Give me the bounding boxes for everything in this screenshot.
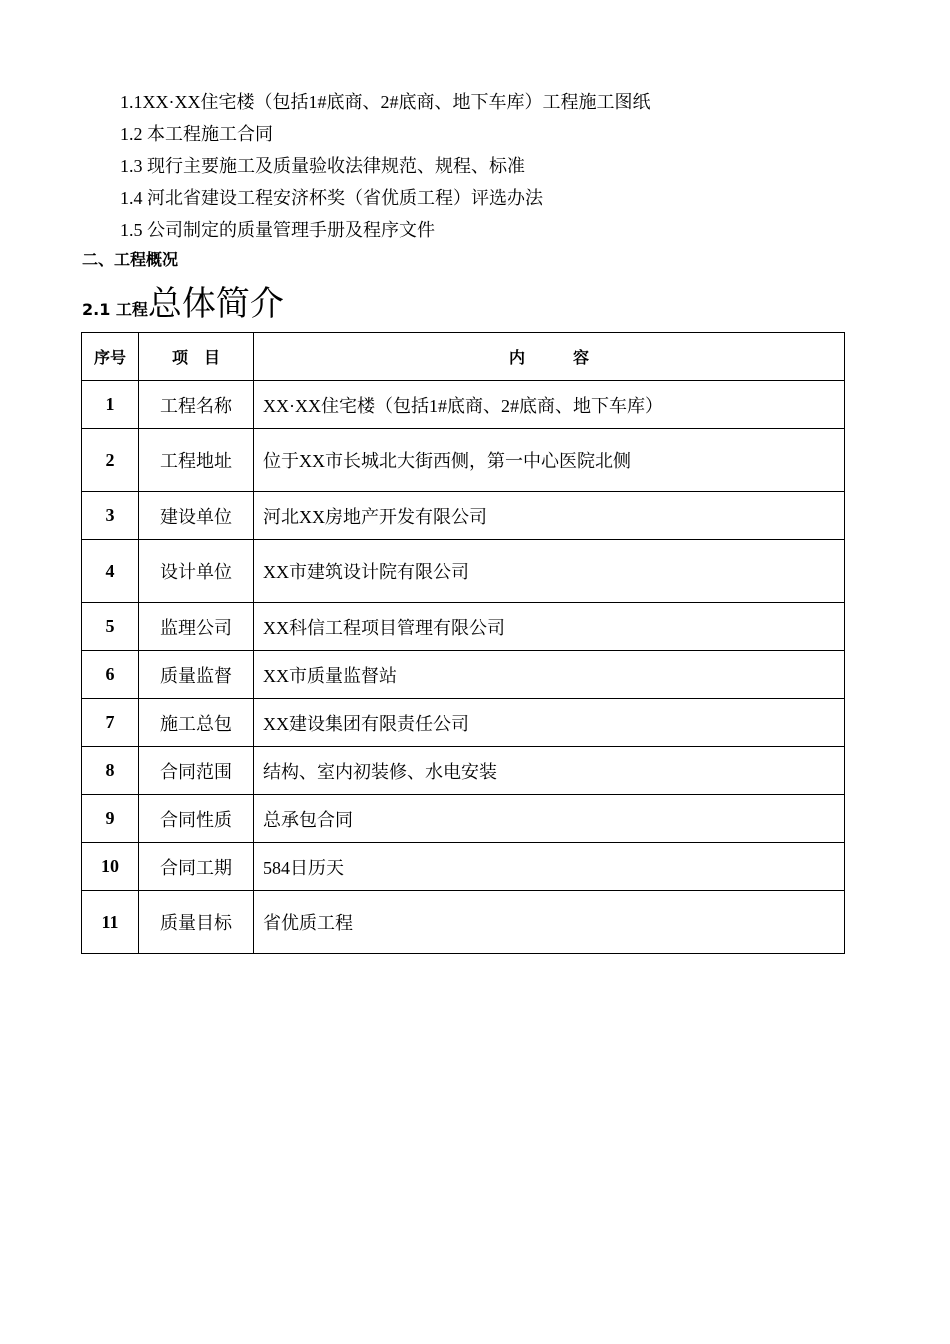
row-content: 总承包合同 [254,795,845,843]
basis-item: 1.4 河北省建设工程安济杯奖（省优质工程）评选办法 [120,188,543,208]
basis-item: 1.1XX·XX住宅楼（包括1#底商、2#底商、地下车库）工程施工图纸 [120,92,651,112]
row-no: 4 [82,540,139,603]
row-no: 2 [82,429,139,492]
row-item: 合同范围 [139,747,254,795]
header-item: 项 目 [139,333,254,381]
row-content: XX·XX住宅楼（包括1#底商、2#底商、地下车库） [254,381,845,429]
row-content: XX市质量监督站 [254,651,845,699]
project-overview-table [81,332,845,954]
row-no: 9 [82,795,139,843]
table-row [82,891,845,954]
row-item: 施工总包 [139,699,254,747]
row-no: 11 [82,891,139,954]
subsection-prefix: 2.1 工程 [82,300,148,319]
row-no: 7 [82,699,139,747]
table-row [82,540,845,603]
row-content: XX市建筑设计院有限公司 [254,540,845,603]
row-no: 1 [82,381,139,429]
table-row [82,795,845,843]
row-content: 位于XX市长城北大街西侧，第一中心医院北侧 [254,429,845,492]
basis-item: 1.5 公司制定的质量管理手册及程序文件 [120,220,435,240]
table-row [82,747,845,795]
row-item: 合同工期 [139,843,254,891]
row-item: 设计单位 [139,540,254,603]
header-no: 序号 [82,333,139,381]
basis-list [120,86,651,246]
table-row [82,429,845,492]
header-content: 内 容 [254,333,845,381]
row-no: 10 [82,843,139,891]
row-content: 结构、室内初装修、水电安装 [254,747,845,795]
row-no: 6 [82,651,139,699]
table-row [82,492,845,540]
subsection-heading [82,276,284,325]
table-row [82,603,845,651]
basis-item: 1.3 现行主要施工及质量验收法律规范、规程、标准 [120,156,525,176]
table-row [82,843,845,891]
table-row [82,651,845,699]
row-no: 8 [82,747,139,795]
subsection-title: 总体简介 [147,284,284,324]
basis-item: 1.2 本工程施工合同 [120,124,273,144]
row-item: 质量目标 [139,891,254,954]
row-no: 3 [82,492,139,540]
row-content: XX建设集团有限责任公司 [254,699,845,747]
row-item: 工程地址 [139,429,254,492]
row-content: 河北XX房地产开发有限公司 [254,492,845,540]
row-item: 监理公司 [139,603,254,651]
row-no: 5 [82,603,139,651]
row-item: 建设单位 [139,492,254,540]
row-item: 质量监督 [139,651,254,699]
row-content: 584日历天 [254,843,845,891]
row-item: 合同性质 [139,795,254,843]
row-content: XX科信工程项目管理有限公司 [254,603,845,651]
row-item: 工程名称 [139,381,254,429]
table-header-row [82,333,845,381]
row-content: 省优质工程 [254,891,845,954]
table-row [82,699,845,747]
section-title: 二、工程概况 [82,250,179,269]
table-row [82,381,845,429]
